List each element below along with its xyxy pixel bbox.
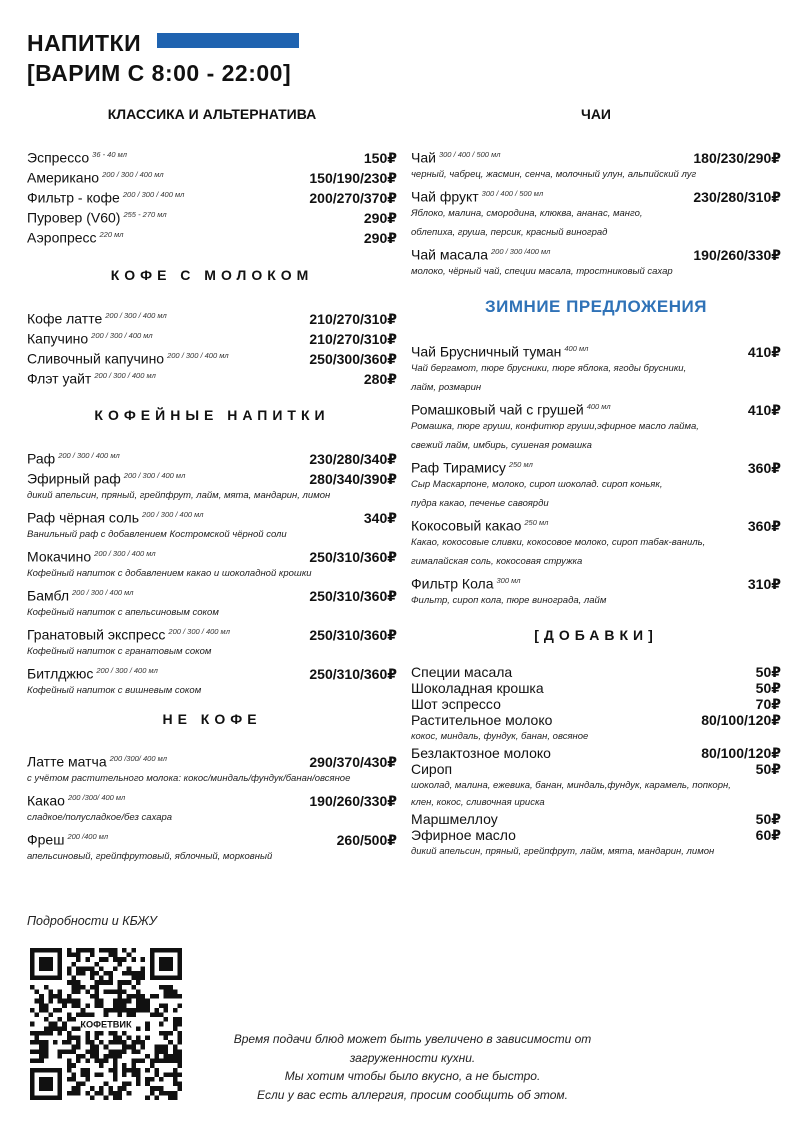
section-title-tea: ЧАИ — [580, 106, 611, 122]
item-volume: 36 - 40 мл — [92, 150, 127, 159]
winter-list — [411, 339, 781, 610]
item-name: Маршмеллоу — [411, 811, 498, 827]
item-price: 290/370/430₽ — [309, 753, 397, 770]
item-volume: 200 / 300 / 400 мл — [94, 549, 156, 558]
item-description: клен, кокос, сливочная ириска — [411, 797, 545, 808]
item-name: Латте матча — [27, 753, 107, 770]
item-name: Чай фрукт — [411, 188, 479, 205]
item-price: 310₽ — [747, 575, 781, 592]
menu-header — [27, 28, 291, 88]
item-name: Мокачино — [27, 548, 92, 565]
item-description: шоколад, малина, ежевика, банан, миндаль,фундук, карамель, попкорн, — [411, 780, 731, 791]
qr-caption: КОФЕТВИК — [80, 1019, 132, 1030]
item-description: кокос, миндаль, фундук, банан, овсяное — [411, 731, 589, 742]
item-volume: 200 / 300 / 400 мл — [72, 588, 134, 597]
item-description: черный, чабрец, жасмин, сенча, молочный улун, альпийский луг — [411, 169, 697, 180]
menu-item — [27, 366, 397, 386]
item-price: 250/310/360₽ — [309, 665, 397, 682]
section-title-milk: КОФЕ С МОЛОКОМ — [110, 267, 314, 283]
item-name: Фильтр - кофе — [27, 189, 120, 206]
item-name-wrap — [411, 811, 498, 827]
item-volume: 200 / 300 / 400 мл — [167, 351, 229, 360]
item-price: 280₽ — [363, 370, 397, 387]
item-volume: 200 / 300 / 400 мл — [105, 311, 167, 320]
item-volume: 200 / 300 /400 мл — [490, 247, 551, 256]
menu-item — [411, 242, 781, 262]
item-price: 250/310/360₽ — [309, 548, 397, 565]
item-name: Растительное молоко — [411, 712, 553, 728]
item-volume: 200 /400 мл — [67, 832, 109, 841]
item-name: Бамбл — [27, 587, 69, 604]
section-title-winter: ЗИМНИЕ ПРЕДЛОЖЕНИЯ — [485, 297, 707, 316]
item-price: 200/270/370₽ — [309, 189, 397, 206]
item-price: 360₽ — [747, 517, 781, 534]
item-description: сладкое/полусладкое/без сахара — [27, 812, 173, 823]
opening-hours: [ВАРИМ С 8:00 - 22:00] — [27, 60, 292, 86]
item-price: 290₽ — [363, 229, 397, 246]
item-volume: 200 / 300 / 400 мл — [96, 666, 158, 675]
menu-item — [27, 788, 397, 808]
item-price: 260/500₽ — [336, 831, 397, 848]
item-price: 230/280/340₽ — [309, 450, 397, 467]
item-name: Эспрессо — [27, 149, 90, 166]
item-volume: 200 / 300 / 400 мл — [142, 510, 204, 519]
item-description: дикий апельсин, пряный, грейпфрут, лайм, мята, мандарин, лимон — [411, 846, 715, 857]
item-volume: 200 / 300 / 400 мл — [168, 627, 230, 636]
item-volume: 400 мл — [564, 344, 589, 353]
not-coffee-list — [27, 749, 397, 866]
item-price: 50₽ — [755, 811, 781, 827]
item-name: Специи масала — [411, 664, 513, 680]
item-name-wrap — [27, 366, 156, 389]
item-price: 250/310/360₽ — [309, 626, 397, 643]
item-description: Чай бергамот, пюре брусники, пюре яблока, ягоды брусники, — [411, 363, 687, 374]
item-volume: 200 /300/ 400 мл — [67, 793, 126, 802]
tea-list — [411, 145, 781, 281]
item-price: 340₽ — [363, 509, 397, 526]
item-description: Кофейный напиток с гранатовым соком — [27, 646, 212, 657]
footer-note-line: Время подачи блюд может быть увеличено в зависимости от — [233, 1032, 592, 1046]
item-volume: 200 / 300 / 400 мл — [58, 451, 120, 460]
item-name-wrap — [411, 664, 512, 680]
item-name: Шоколадная крошка — [411, 680, 544, 696]
item-name: Шот эспрессо — [411, 696, 501, 712]
menu-item — [27, 505, 397, 525]
item-name-wrap — [411, 761, 452, 777]
item-price: 210/270/310₽ — [309, 310, 397, 327]
item-price: 80/100/120₽ — [701, 745, 781, 761]
item-description: пудра какао, печенье савоярди — [411, 498, 549, 509]
item-description: Кофейный напиток с добавлением какао и шоколадной крошки — [27, 568, 312, 579]
menu-item — [411, 712, 781, 728]
item-name: Аэропресс — [27, 229, 97, 246]
menu-item — [411, 184, 781, 204]
footer-note-line: Если у вас есть аллергия, просим сообщить об этом. — [257, 1087, 568, 1102]
footer-note-line: Мы хотим чтобы было вкусно, а не быстро. — [284, 1069, 541, 1083]
menu-item — [411, 397, 781, 417]
item-volume: 200 /300/ 400 мл — [109, 754, 167, 763]
item-description: с учётом растительного молока: кокос/миндаль/фундук/банан/овсяное — [27, 773, 351, 784]
item-volume: 300 / 400 / 500 мл — [438, 150, 501, 159]
item-name: Сливочный капучино — [27, 350, 165, 367]
menu-item — [27, 446, 397, 466]
menu-item — [27, 827, 397, 847]
item-description: Какао, кокосовые сливки, кокосовое молоко, сироп табак-ваниль, — [411, 537, 706, 548]
item-name: Безлактозное молоко — [411, 745, 551, 761]
item-description: лайм, розмарин — [411, 382, 482, 393]
item-volume: 255 - 270 мл — [123, 210, 167, 219]
menu-item — [411, 664, 781, 680]
item-description: гималайская соль, кокосовая стружка — [411, 556, 583, 567]
section-title-not-coffee: НЕ КОФЕ — [162, 711, 262, 727]
menu-item — [411, 455, 781, 475]
item-description: дикий апельсин, пряный, грейпфрут, лайм, мята, мандарин, лимон — [27, 490, 331, 501]
item-description: Сыр Маскарпоне, молоко, сироп шоколад. сироп коньяк, — [411, 479, 663, 490]
menu-item — [411, 339, 781, 359]
item-volume: 300 / 400 / 500 мл — [481, 189, 544, 198]
item-volume: 200 / 300 / 400 мл — [123, 471, 186, 480]
item-price: 290₽ — [363, 209, 397, 226]
item-name: Какао — [27, 792, 65, 809]
item-name: Кокосовый какао — [411, 517, 522, 534]
item-price: 210/270/310₽ — [309, 330, 397, 347]
menu-item — [27, 326, 397, 346]
menu-item — [411, 745, 781, 761]
item-price: 360₽ — [747, 459, 781, 476]
menu-item — [27, 225, 397, 245]
item-name: Чай — [411, 149, 436, 166]
item-name: Сироп — [411, 761, 453, 777]
menu-item — [27, 165, 397, 185]
item-name: Раф — [27, 450, 56, 467]
item-name: Капучино — [27, 330, 89, 347]
item-price: 150/190/230₽ — [309, 169, 397, 186]
item-volume: 250 мл — [524, 518, 549, 527]
item-description: Ванильный раф с добавлением Костромской чёрной соли — [27, 529, 287, 540]
item-volume: 200 / 300 / 400 мл — [91, 331, 153, 340]
item-price: 50₽ — [755, 664, 781, 680]
item-price: 150₽ — [363, 149, 397, 166]
item-price: 180/230/290₽ — [693, 149, 781, 166]
item-volume: 200 / 300 / 400 мл — [122, 190, 185, 199]
menu-item — [411, 145, 781, 165]
menu-item — [411, 571, 781, 591]
item-description: Ромашка, пюре груши, конфитюр груши,эфирное масло лайма, — [411, 421, 699, 432]
menu-item — [27, 661, 397, 681]
item-name: Раф Тирамису — [411, 459, 506, 476]
item-name: Раф чёрная соль — [27, 509, 140, 526]
menu-item — [27, 185, 397, 205]
title-accent-bar — [157, 33, 299, 48]
item-description: Кофейный напиток с вишневым соком — [27, 685, 202, 696]
item-name: Битлджюс — [27, 665, 94, 682]
section-title-addons: [ДОБАВКИ] — [534, 627, 658, 643]
item-name: Чай Брусничный туман — [411, 343, 562, 360]
section-title-coffee-drinks: КОФЕЙНЫЕ НАПИТКИ — [94, 407, 330, 423]
item-name-wrap — [27, 225, 123, 248]
item-name: Ромашковый чай с грушей — [411, 401, 584, 418]
menu-item — [411, 811, 781, 827]
item-price: 190/260/330₽ — [309, 792, 397, 809]
item-volume: 250 мл — [508, 460, 533, 469]
menu-item — [27, 145, 397, 165]
item-name: Пуровер (V60) — [27, 209, 121, 226]
details-label: Подробности и КБЖУ — [27, 914, 157, 928]
item-price: 60₽ — [755, 827, 781, 843]
item-price: 410₽ — [747, 401, 781, 418]
footer-note-line: загруженности кухни. — [349, 1050, 476, 1065]
item-description: Кофейный напиток с апельсиновым соком — [27, 607, 219, 618]
item-name: Американо — [27, 169, 100, 186]
page-title: НАПИТКИ — [27, 30, 142, 56]
menu-item — [27, 583, 397, 603]
item-price: 280/340/390₽ — [309, 470, 397, 487]
menu-item — [27, 466, 397, 486]
item-name: Гранатовый экспресс — [27, 626, 166, 643]
menu-item — [411, 696, 781, 712]
menu-item — [27, 622, 397, 642]
menu-item — [27, 346, 397, 366]
item-name-wrap — [411, 680, 544, 696]
menu-item — [27, 205, 397, 225]
qr-code-icon[interactable] — [30, 948, 182, 1100]
item-name: Флэт уайт — [27, 370, 92, 387]
footer-note — [210, 1030, 615, 1104]
item-name-wrap — [411, 827, 516, 843]
item-price: 250/310/360₽ — [309, 587, 397, 604]
coffee-drinks-list — [27, 446, 397, 700]
menu-item — [411, 513, 781, 533]
item-price: 410₽ — [747, 343, 781, 360]
item-price: 50₽ — [755, 680, 781, 696]
left-column — [27, 100, 397, 866]
item-price: 70₽ — [755, 696, 781, 712]
item-volume: 200 / 300 / 400 мл — [94, 371, 156, 380]
item-description: молоко, чёрный чай, специи масала, тростниковый сахар — [411, 266, 673, 277]
item-name: Эфирный раф — [27, 470, 121, 487]
menu-item — [27, 544, 397, 564]
menu-item — [27, 306, 397, 326]
item-volume: 400 мл — [586, 402, 611, 411]
item-price: 250/300/360₽ — [309, 350, 397, 367]
item-description: облепиха, груша, персик, красный виноград — [411, 227, 608, 238]
classic-list — [27, 145, 397, 245]
item-description: Яблоко, малина, смородина, клюква, ананас, манго, — [411, 208, 643, 219]
item-price: 190/260/330₽ — [693, 246, 781, 263]
addons-list — [411, 664, 781, 860]
item-name: Фреш — [27, 831, 65, 848]
item-price: 50₽ — [755, 761, 781, 777]
menu-item — [411, 761, 781, 777]
item-name: Кофе латте — [27, 310, 103, 327]
item-price: 230/280/310₽ — [693, 188, 781, 205]
item-description: Фильтр, сироп кола, пюре винограда, лайм — [411, 595, 607, 606]
section-title-classic: КЛАССИКА И АЛЬТЕРНАТИВА — [107, 106, 317, 122]
item-volume: 200 / 300 / 400 мл — [102, 170, 164, 179]
menu-item — [27, 749, 397, 769]
menu-item — [411, 827, 781, 843]
item-name: Эфирное масло — [411, 827, 516, 843]
item-volume: 300 мл — [496, 576, 521, 585]
menu-item — [411, 680, 781, 696]
item-name: Фильтр Кола — [411, 575, 494, 592]
item-name-wrap — [411, 745, 551, 761]
item-description: свежий лайм, имбирь, сушеная ромашка — [411, 440, 592, 451]
milk-list — [27, 306, 397, 386]
item-name-wrap — [411, 696, 501, 712]
item-name: Чай масала — [411, 246, 488, 263]
item-price: 80/100/120₽ — [701, 712, 781, 728]
item-volume: 220 мл — [99, 230, 124, 239]
item-description: апельсиновый, грейпфрутовый, яблочный, морковный — [27, 851, 273, 862]
right-column — [411, 100, 781, 860]
item-name-wrap — [411, 712, 552, 728]
